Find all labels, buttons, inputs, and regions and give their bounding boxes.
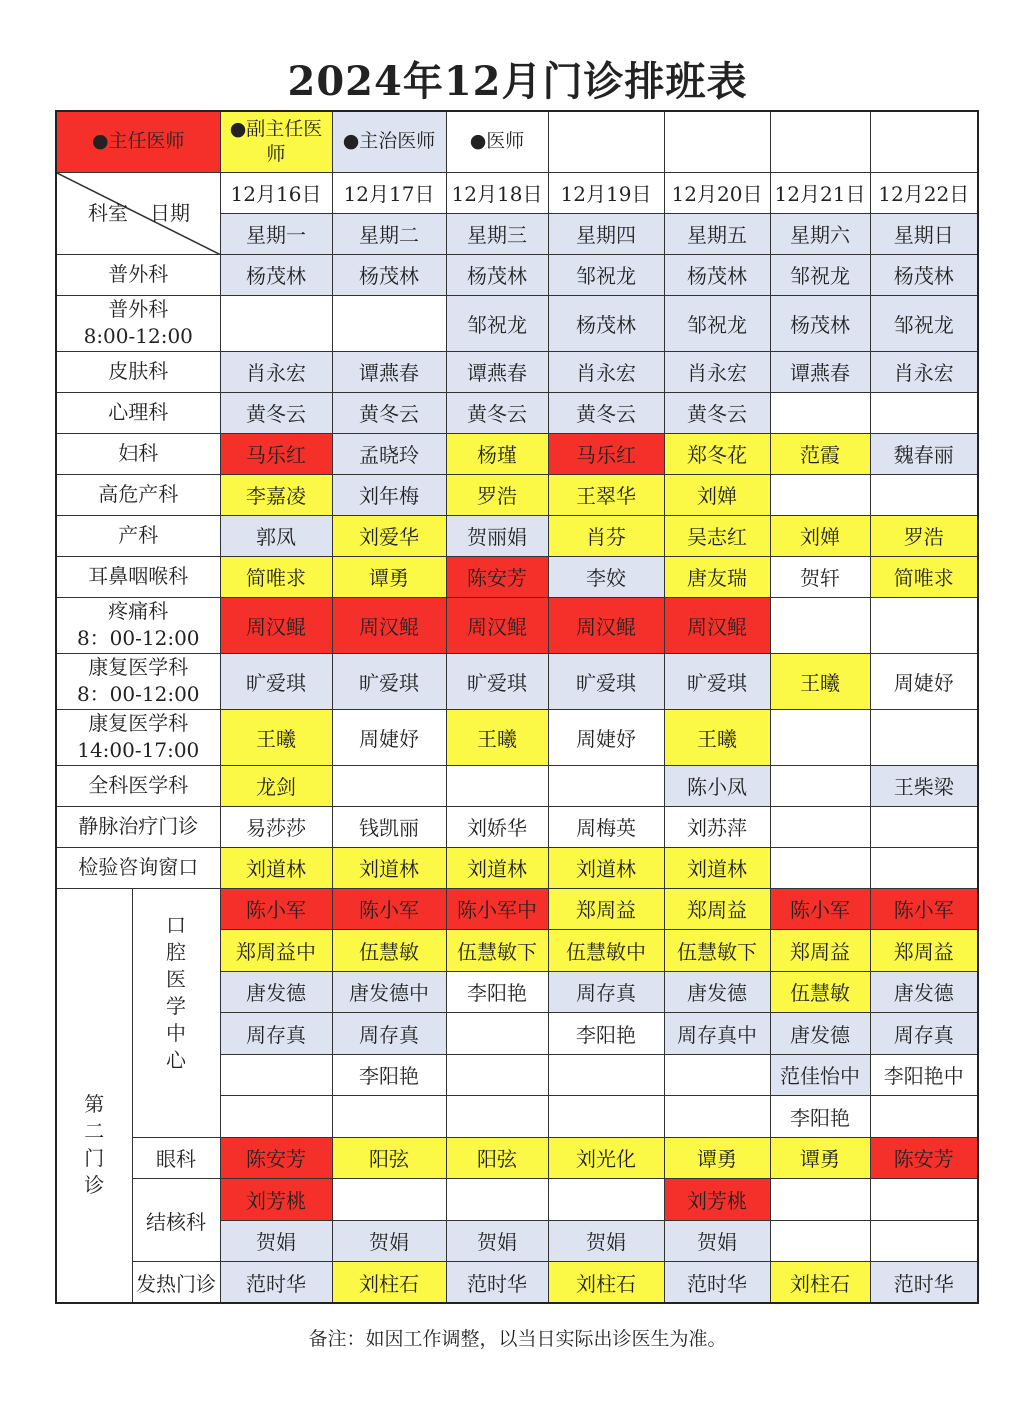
date-row [56,172,978,213]
doctor-cell: 马乐红 [220,433,332,474]
label-line: 皮肤科 [108,359,169,383]
doctor-cell: 刘苏萍 [664,806,770,847]
label-line: 腔 [166,939,186,964]
doctor-cell: 范时华 [870,1262,978,1304]
dept-row [56,765,978,806]
doctor-cell: 孟晓玲 [332,433,446,474]
doctor-cell: 李阳艳 [332,1054,446,1096]
label-line: 医 [166,966,186,991]
doctor-cell: 谭燕春 [446,351,548,392]
doctor-cell: 邹祝龙 [870,295,978,351]
dept-name [56,806,220,847]
doctor-cell: 贺娟 [332,1220,446,1262]
doctor-cell: 邹祝龙 [664,295,770,351]
doctor-cell: 陈小军 [220,888,332,930]
label-line: 门 [84,1146,105,1171]
doctor-cell: 肖永宏 [548,351,664,392]
doctor-cell: 邹祝龙 [446,295,548,351]
doctor-cell: 旷爱琪 [548,653,664,709]
dept-row [56,254,978,295]
doctor-cell [548,1096,664,1138]
doctor-cell [446,765,548,806]
doctor-cell: 周汉鲲 [664,597,770,653]
doctor-cell: 旷爱琪 [220,653,332,709]
doctor-cell: 范时华 [664,1262,770,1304]
dept-name [56,709,220,765]
doctor-cell: 贺轩 [770,556,870,597]
empty-cell [870,111,978,172]
doctor-cell: 陈小凤 [664,765,770,806]
doctor-cell: 易莎莎 [220,806,332,847]
empty-cell [548,111,664,172]
doctor-cell: 唐发德 [770,1013,870,1055]
doctor-cell: 刘爱华 [332,515,446,556]
legend-item: ●医师 [446,111,548,172]
weekday-header: 星期一 [220,213,332,254]
doctor-cell: 唐发德 [870,971,978,1013]
doctor-cell: 周汉鲲 [332,597,446,653]
doctor-cell: 王曦 [446,709,548,765]
clinic2-row [56,1179,978,1221]
dept-row [56,597,978,653]
clinic2-row [56,888,978,930]
doctor-cell: 贺娟 [446,1220,548,1262]
doctor-cell [770,709,870,765]
dept-name [56,295,220,351]
date-header: 12月21日 [770,172,870,213]
doctor-cell: 郑周益 [770,930,870,972]
date-header: 12月18日 [446,172,548,213]
doctor-cell: 陈小军 [770,888,870,930]
doctor-cell: 李阳艳中 [870,1054,978,1096]
doctor-cell [870,1179,978,1221]
doctor-cell: 刘道林 [332,847,446,888]
doctor-cell: 李嘉凌 [220,474,332,515]
clinic2-dept: 发热门诊 [132,1262,220,1304]
doctor-cell: 罗浩 [870,515,978,556]
doctor-cell: 刘芳桃 [664,1179,770,1221]
dept-name [56,351,220,392]
legend-item: ●主治医师 [332,111,446,172]
clinic2-dept: 眼科 [132,1137,220,1179]
doctor-cell: 刘光化 [548,1137,664,1179]
doctor-cell: 范时华 [220,1262,332,1304]
doctor-cell: 杨茂林 [332,254,446,295]
doctor-cell: 郑周益 [664,888,770,930]
doctor-cell: 杨茂林 [770,295,870,351]
doctor-cell: 周梅英 [548,806,664,847]
label-line: 康复医学科 [88,711,189,735]
dept-name [56,765,220,806]
label-line: 诊 [84,1173,105,1198]
date-header: 12月16日 [220,172,332,213]
doctor-cell: 周存真中 [664,1013,770,1055]
weekday-header: 星期五 [664,213,770,254]
label-line: 二 [84,1119,105,1144]
doctor-cell: 杨茂林 [548,295,664,351]
label-line: 疼痛科 [108,599,169,623]
doctor-cell: 黄冬云 [548,392,664,433]
doctor-cell [548,1179,664,1221]
corner-labels [57,173,220,253]
doctor-cell: 伍慧敏下 [664,930,770,972]
dept-row [56,806,978,847]
dept-name [56,474,220,515]
doctor-cell [870,847,978,888]
doctor-cell: 刘道林 [220,847,332,888]
doctor-cell: 龙剑 [220,765,332,806]
doctor-cell [332,1179,446,1221]
doctor-cell: 马乐红 [548,433,664,474]
doctor-cell: 阳弦 [332,1137,446,1179]
doctor-cell: 郭凤 [220,515,332,556]
doctor-cell [664,1054,770,1096]
label-line: 口 [166,912,186,937]
doctor-cell: 范时华 [446,1262,548,1304]
label-line: 8：00-12:00 [76,626,200,650]
doctor-cell: 陈小军 [870,888,978,930]
doctor-cell: 刘年梅 [332,474,446,515]
doctor-cell: 周婕妤 [332,709,446,765]
dept-row [56,515,978,556]
doctor-cell: 谭勇 [664,1137,770,1179]
doctor-cell: 伍慧敏 [332,930,446,972]
doctor-cell: 周存真 [332,1013,446,1055]
doctor-cell: 王曦 [664,709,770,765]
dept-row [56,556,978,597]
label-line: 妇科 [118,441,159,465]
doctor-cell: 周婕妤 [548,709,664,765]
page-title: 2024年12月门诊排班表 [287,58,748,105]
dept-row [56,847,978,888]
doctor-cell: 伍慧敏下 [446,930,548,972]
doctor-cell: 阳弦 [446,1137,548,1179]
doctor-cell [770,474,870,515]
empty-cell [664,111,770,172]
doctor-cell [770,1179,870,1221]
dept-row [56,295,978,351]
date-header: 12月17日 [332,172,446,213]
label-line: 中 [166,1020,186,1045]
doctor-cell: 钱凯丽 [332,806,446,847]
label-line: 14:00-17:00 [77,738,200,762]
doctor-cell [664,1096,770,1138]
clinic2-row [56,1262,978,1304]
label-line: 检验咨询窗口 [78,855,199,879]
dept-name [56,653,220,709]
doctor-cell: 谭燕春 [332,351,446,392]
date-header: 12月20日 [664,172,770,213]
label-line: 产科 [118,523,159,547]
dept-row [56,433,978,474]
doctor-cell: 杨瑾 [446,433,548,474]
doctor-cell: 刘道林 [446,847,548,888]
doctor-cell [870,806,978,847]
weekday-header: 星期二 [332,213,446,254]
doctor-cell [870,597,978,653]
doctor-cell: 肖永宏 [664,351,770,392]
label-line: 第 [84,1092,105,1117]
doctor-cell: 李姣 [548,556,664,597]
doctor-cell: 郑周益中 [220,930,332,972]
doctor-cell [770,392,870,433]
label-line: 心理科 [108,400,169,424]
doctor-cell: 贺娟 [664,1220,770,1262]
weekday-header: 星期三 [446,213,548,254]
doctor-cell [548,1054,664,1096]
doctor-cell: 周汉鲲 [446,597,548,653]
doctor-cell: 邹祝龙 [548,254,664,295]
doctor-cell: 李阳艳 [770,1096,870,1138]
doctor-cell [446,1179,548,1221]
doctor-cell: 杨茂林 [220,254,332,295]
schedule-table [55,110,979,1304]
clinic2-dept: 结核科 [132,1179,220,1262]
doctor-cell: 郑冬花 [664,433,770,474]
doctor-cell: 黄冬云 [332,392,446,433]
doctor-cell [332,765,446,806]
dept-name [56,254,220,295]
doctor-cell: 黄冬云 [664,392,770,433]
doctor-cell: 刘道林 [548,847,664,888]
doctor-cell: 唐友瑞 [664,556,770,597]
doctor-cell: 贺丽娟 [446,515,548,556]
doctor-cell: 周汉鲲 [548,597,664,653]
doctor-cell: 贺娟 [220,1220,332,1262]
doctor-cell: 刘娇华 [446,806,548,847]
doctor-cell: 肖芬 [548,515,664,556]
dept-name [56,433,220,474]
doctor-cell [332,295,446,351]
doctor-cell [220,1054,332,1096]
label-line: 心 [166,1047,186,1072]
doctor-cell [446,1054,548,1096]
doctor-cell: 黄冬云 [446,392,548,433]
doctor-cell: 陈小军中 [446,888,548,930]
doctor-cell: 邹祝龙 [770,254,870,295]
label-line: 普外科 [108,297,169,321]
doctor-cell [870,1220,978,1262]
doctor-cell: 伍慧敏 [770,971,870,1013]
doctor-cell: 伍慧敏中 [548,930,664,972]
dept-row [56,351,978,392]
doctor-cell: 李阳艳 [446,971,548,1013]
doctor-cell: 范佳怡中 [770,1054,870,1096]
doctor-cell: 谭勇 [332,556,446,597]
doctor-cell: 郑周益 [548,888,664,930]
doctor-cell [770,597,870,653]
doctor-cell [870,709,978,765]
legend-item: ●副主任医师 [220,111,332,172]
doctor-cell: 肖永宏 [870,351,978,392]
label-line: 耳鼻咽喉科 [88,564,189,588]
doctor-cell: 刘婵 [770,515,870,556]
doctor-cell: 旷爱琪 [664,653,770,709]
doctor-cell: 郑周益 [870,930,978,972]
dept-date-corner [56,172,220,254]
doctor-cell: 陈安芳 [220,1137,332,1179]
doctor-cell: 杨茂林 [446,254,548,295]
doctor-cell [870,1096,978,1138]
weekday-header: 星期日 [870,213,978,254]
doctor-cell: 范霞 [770,433,870,474]
doctor-cell [770,765,870,806]
legend-row [56,111,978,172]
doctor-cell: 王曦 [220,709,332,765]
doctor-cell: 周汉鲲 [220,597,332,653]
dept-axis-label: 科室 [88,200,128,225]
doctor-cell: 旷爱琪 [332,653,446,709]
doctor-cell: 谭燕春 [770,351,870,392]
doctor-cell: 杨茂林 [870,254,978,295]
label-line: 康复医学科 [88,655,189,679]
doctor-cell: 刘芳桃 [220,1179,332,1221]
weekday-header: 星期六 [770,213,870,254]
doctor-cell [446,1096,548,1138]
doctor-cell: 唐发德中 [332,971,446,1013]
date-axis-label: 日期 [150,200,190,225]
dept-name [56,392,220,433]
doctor-cell: 刘柱石 [770,1262,870,1304]
doctor-cell: 魏春丽 [870,433,978,474]
doctor-cell: 王曦 [770,653,870,709]
dept-name [56,515,220,556]
label-line: 高危产科 [98,482,179,506]
doctor-cell [548,765,664,806]
doctor-cell: 周存真 [548,971,664,1013]
dept-name [56,556,220,597]
doctor-cell: 唐发德 [220,971,332,1013]
doctor-cell: 周存真 [870,1013,978,1055]
clinic2-dept [132,888,220,1137]
empty-cell [770,111,870,172]
doctor-cell: 李阳艳 [548,1013,664,1055]
doctor-cell: 杨茂林 [664,254,770,295]
doctor-cell: 简唯求 [220,556,332,597]
doctor-cell [770,806,870,847]
date-header: 12月19日 [548,172,664,213]
doctor-cell: 王柴梁 [870,765,978,806]
doctor-cell: 罗浩 [446,474,548,515]
label-line: 普外科 [108,262,169,286]
doctor-cell: 刘柱石 [332,1262,446,1304]
dept-row [56,709,978,765]
doctor-cell: 黄冬云 [220,392,332,433]
legend-item: ●主任医师 [56,111,220,172]
doctor-cell: 吴志红 [664,515,770,556]
doctor-cell: 陈小军 [332,888,446,930]
doctor-cell [220,1096,332,1138]
doctor-cell [770,1220,870,1262]
label-line: 静脉治疗门诊 [78,814,199,838]
doctor-cell: 周存真 [220,1013,332,1055]
doctor-cell: 王翠华 [548,474,664,515]
dept-row [56,474,978,515]
dept-row [56,653,978,709]
dept-name [56,597,220,653]
doctor-cell: 刘婵 [664,474,770,515]
doctor-cell: 陈安芳 [870,1137,978,1179]
doctor-cell: 刘道林 [664,847,770,888]
doctor-cell: 陈安芳 [446,556,548,597]
doctor-cell: 肖永宏 [220,351,332,392]
doctor-cell: 唐发德 [664,971,770,1013]
label-line: 8:00-12:00 [83,324,193,348]
doctor-cell [220,295,332,351]
doctor-cell [870,474,978,515]
date-header: 12月22日 [870,172,978,213]
doctor-cell [770,847,870,888]
doctor-cell: 周婕妤 [870,653,978,709]
label-line: 8：00-12:00 [76,682,200,706]
clinic2-row [56,1137,978,1179]
label-line: 学 [166,993,186,1018]
dept-name [56,847,220,888]
doctor-cell: 刘柱石 [548,1262,664,1304]
label-line: 全科医学科 [88,773,189,797]
doctor-cell [870,392,978,433]
doctor-cell [332,1096,446,1138]
doctor-cell: 谭勇 [770,1137,870,1179]
weekday-header: 星期四 [548,213,664,254]
clinic2-label [56,888,132,1303]
doctor-cell: 旷爱琪 [446,653,548,709]
doctor-cell [446,1013,548,1055]
dept-row [56,392,978,433]
doctor-cell: 简唯求 [870,556,978,597]
footnote: 备注：如因工作调整，以当日实际出诊医生为准。 [308,1328,727,1350]
doctor-cell: 贺娟 [548,1220,664,1262]
